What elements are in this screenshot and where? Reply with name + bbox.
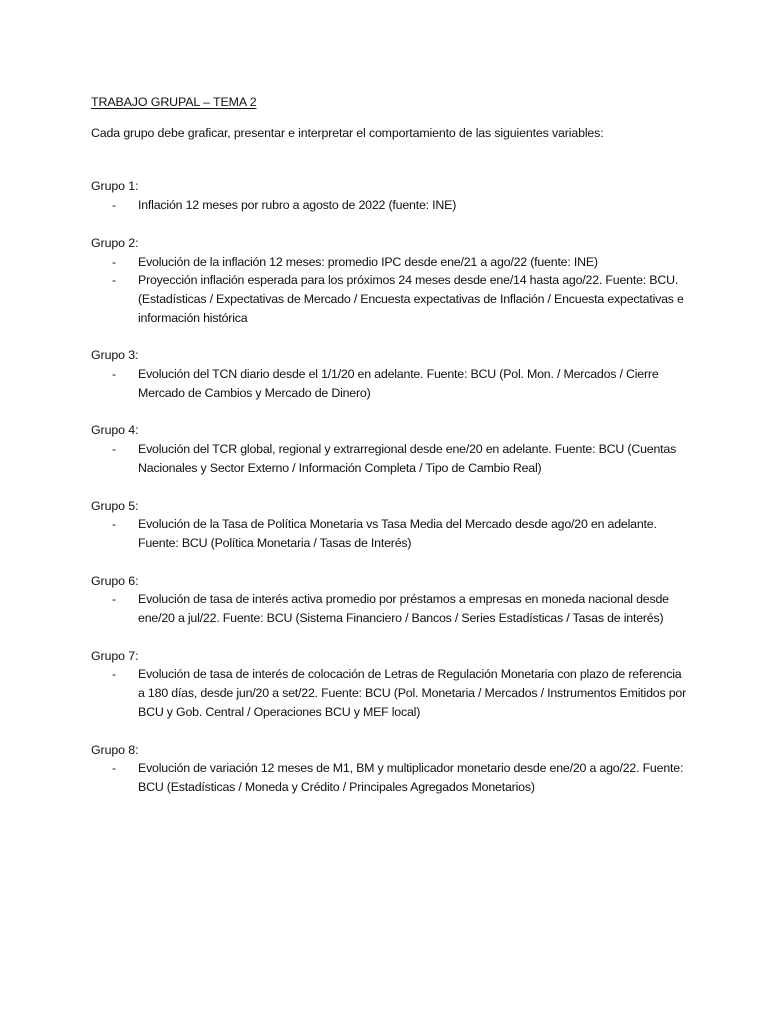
list-item xyxy=(91,440,691,477)
group-section xyxy=(91,177,691,214)
bullet-dash: - xyxy=(112,667,116,682)
list-item xyxy=(91,253,691,272)
group-section xyxy=(91,234,691,328)
bullet-dash: - xyxy=(112,254,116,269)
list-item-text: Evolución de la Tasa de Política Monetaria vs Tasa Media del Mercado desde ago/20 en adelante. Fuente: BCU (Política Monetaria / Tasas de Interés) xyxy=(138,517,657,550)
list-item-text: Evolución del TCR global, regional y extrarregional desde ene/20 en adelante. Fuente: BCU (Cuentas Nacionales y Sector Externo / Información Completa / Tipo de Cambio Real) xyxy=(138,442,677,475)
document-intro: Cada grupo debe graficar, presentar e interpretar el comportamiento de las siguientes variables: xyxy=(91,125,604,140)
group-items xyxy=(91,515,691,552)
list-item-text: Evolución de la inflación 12 meses: promedio IPC desde ene/21 a ago/22 (fuente: INE) xyxy=(138,254,598,269)
group-section xyxy=(91,741,691,797)
bullet-dash: - xyxy=(112,442,116,457)
list-item xyxy=(91,665,691,721)
group-list xyxy=(91,177,691,796)
group-label: Grupo 5: xyxy=(91,498,139,513)
list-item xyxy=(91,515,691,552)
list-item-text: Evolución de tasa de interés de colocación de Letras de Regulación Monetaria con plazo de referencia a 180 días, desde jun/20 a set/22. Fuente: BCU (Pol. Monetaria / Mercados / Instrumentos Emitidos por BCU y Gob. Central / Operaciones BCU y MEF local) xyxy=(138,667,686,719)
group-label: Grupo 1: xyxy=(91,179,139,194)
group-label: Grupo 7: xyxy=(91,648,139,663)
list-item xyxy=(91,590,691,627)
group-items xyxy=(91,590,691,627)
group-section xyxy=(91,572,691,628)
document-content xyxy=(91,93,691,816)
list-item-text: Inflación 12 meses por rubro a agosto de 2022 (fuente: INE) xyxy=(138,198,457,213)
group-items xyxy=(91,440,691,477)
list-item xyxy=(91,271,691,327)
group-items xyxy=(91,365,691,402)
list-item xyxy=(91,365,691,402)
list-item-text: Evolución de variación 12 meses de M1, BM y multiplicador monetario desde ene/20 a ago/22. Fuente: BCU (Estadísticas / Moneda y Crédito / Principales Agregados Monetarios) xyxy=(138,761,684,794)
list-item-text: Proyección inflación esperada para los próximos 24 meses desde ene/14 hasta ago/22. Fuente: BCU. (Estadísticas / Expectativas de Mercado / Encuesta expectativas de Inflación / Encuesta expectativas e información histórica xyxy=(138,273,684,325)
bullet-dash: - xyxy=(112,198,116,213)
bullet-dash: - xyxy=(112,273,116,288)
group-label: Grupo 8: xyxy=(91,742,139,757)
group-label: Grupo 3: xyxy=(91,348,139,363)
group-label: Grupo 6: xyxy=(91,573,139,588)
group-section xyxy=(91,346,691,402)
group-items xyxy=(91,196,691,215)
group-items xyxy=(91,759,691,796)
group-section xyxy=(91,497,691,553)
group-label: Grupo 2: xyxy=(91,235,139,250)
list-item-text: Evolución de tasa de interés activa promedio por préstamos a empresas en moneda nacional desde ene/20 a jul/22. Fuente: BCU (Sistema Financiero / Bancos / Series Estadísticas / Tasas de interés) xyxy=(138,592,669,626)
group-label: Grupo 4: xyxy=(91,423,139,438)
list-item-text: Evolución del TCN diario desde el 1/1/20 en adelante. Fuente: BCU (Pol. Mon. / Mercados / Cierre Mercado de Cambios y Mercado de Dinero) xyxy=(138,367,659,400)
group-items xyxy=(91,253,691,328)
bullet-dash: - xyxy=(112,517,116,532)
bullet-dash: - xyxy=(112,761,116,776)
bullet-dash: - xyxy=(112,367,116,382)
group-items xyxy=(91,665,691,721)
group-section xyxy=(91,647,691,722)
group-section xyxy=(91,421,691,477)
document-title: TRABAJO GRUPAL – TEMA 2 xyxy=(91,95,257,109)
bullet-dash: - xyxy=(112,592,116,607)
list-item xyxy=(91,759,691,796)
list-item xyxy=(91,196,691,215)
